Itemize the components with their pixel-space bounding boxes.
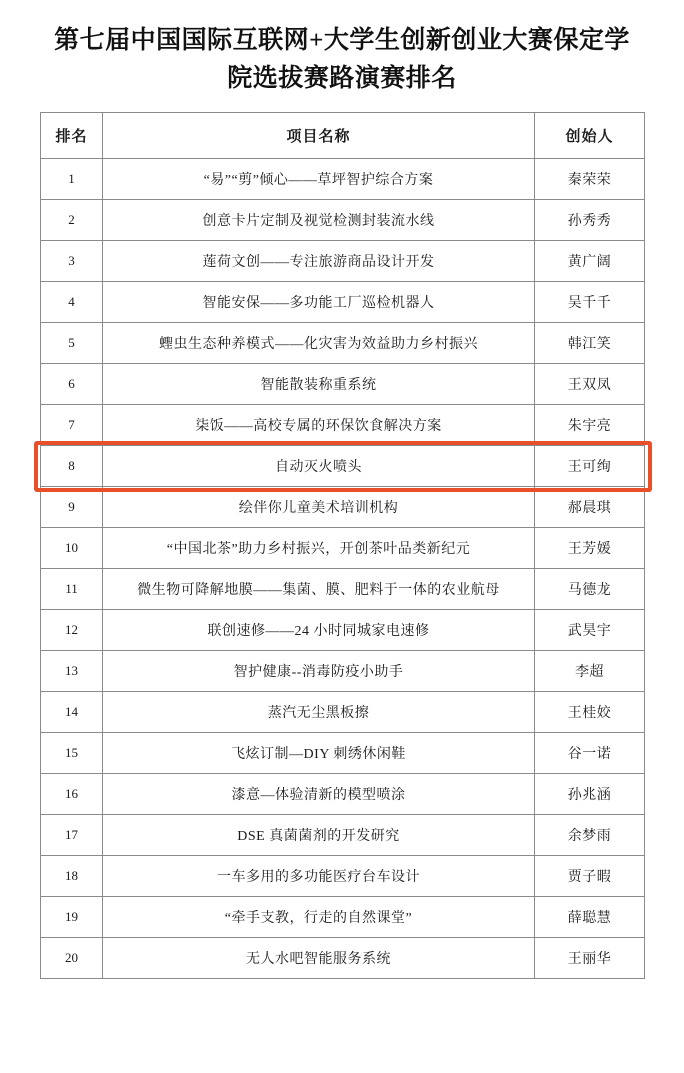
cell-founder: 李超	[535, 651, 645, 692]
cell-founder: 郝晨琪	[535, 487, 645, 528]
page-title: 第七届中国国际互联网+大学生创新创业大赛保定学院选拔赛路演赛排名	[54, 27, 630, 92]
cell-founder: 孙秀秀	[535, 200, 645, 241]
table-row	[41, 323, 645, 364]
cell-founder: 王芳媛	[535, 528, 645, 569]
cell-project-name: 无人水吧智能服务系统	[103, 938, 535, 979]
table-row	[41, 651, 645, 692]
cell-rank: 5	[41, 323, 103, 364]
cell-project-name: 飞炫订制—DIY 刺绣休闲鞋	[103, 733, 535, 774]
cell-founder: 王双凤	[535, 364, 645, 405]
cell-founder: 孙兆涵	[535, 774, 645, 815]
cell-rank: 13	[41, 651, 103, 692]
cell-project-name: 蒸汽无尘黑板擦	[103, 692, 535, 733]
column-header-project-name: 项目名称	[103, 113, 535, 159]
cell-project-name: 漆意—体验清新的模型喷涂	[103, 774, 535, 815]
cell-project-name: “易”“剪”倾心——草坪智护综合方案	[103, 159, 535, 200]
table-row	[41, 405, 645, 446]
cell-founder: 王丽华	[535, 938, 645, 979]
table-head	[41, 113, 645, 159]
column-header-rank: 排名	[41, 113, 103, 159]
cell-founder: 余梦雨	[535, 815, 645, 856]
ranking-table	[40, 112, 645, 979]
cell-founder: 吴千千	[535, 282, 645, 323]
table-row	[41, 528, 645, 569]
cell-founder: 秦荣荣	[535, 159, 645, 200]
cell-rank: 15	[41, 733, 103, 774]
cell-rank: 4	[41, 282, 103, 323]
ranking-table-wrapper	[40, 112, 644, 979]
cell-rank: 8	[41, 446, 103, 487]
table-row	[41, 569, 645, 610]
cell-founder: 贾子暇	[535, 856, 645, 897]
cell-project-name: 自动灭火喷头	[103, 446, 535, 487]
cell-project-name: 联创速修——24 小时同城家电速修	[103, 610, 535, 651]
table-row	[41, 938, 645, 979]
cell-rank: 3	[41, 241, 103, 282]
cell-founder: 朱宇亮	[535, 405, 645, 446]
cell-rank: 14	[41, 692, 103, 733]
table-row	[41, 200, 645, 241]
cell-project-name: DSE 真菌菌剂的开发研究	[103, 815, 535, 856]
cell-founder: 武昊宇	[535, 610, 645, 651]
cell-rank: 2	[41, 200, 103, 241]
cell-rank: 6	[41, 364, 103, 405]
cell-project-name: 柒饭——高校专属的环保饮食解决方案	[103, 405, 535, 446]
table-row	[41, 733, 645, 774]
cell-rank: 11	[41, 569, 103, 610]
cell-project-name: 蟶虫生态种养模式——化灾害为效益助力乡村振兴	[103, 323, 535, 364]
cell-project-name: “牵手支教，行走的自然课堂”	[103, 897, 535, 938]
cell-founder: 薛聪慧	[535, 897, 645, 938]
cell-founder: 谷一诺	[535, 733, 645, 774]
table-row	[41, 610, 645, 651]
table-row	[41, 897, 645, 938]
table-row	[41, 856, 645, 897]
cell-project-name: 智护健康--消毒防疫小助手	[103, 651, 535, 692]
cell-founder: 王桂姣	[535, 692, 645, 733]
cell-rank: 9	[41, 487, 103, 528]
cell-project-name: “中国北茶”助力乡村振兴，开创茶叶品类新纪元	[103, 528, 535, 569]
column-header-founder: 创始人	[535, 113, 645, 159]
cell-project-name: 微生物可降解地膜——集菌、膜、肥料于一体的农业航母	[103, 569, 535, 610]
cell-project-name: 一车多用的多功能医疗台车设计	[103, 856, 535, 897]
cell-rank: 19	[41, 897, 103, 938]
cell-project-name: 绘伴你儿童美术培训机构	[103, 487, 535, 528]
table-row	[41, 692, 645, 733]
cell-rank: 1	[41, 159, 103, 200]
table-body	[41, 159, 645, 979]
table-row	[41, 815, 645, 856]
cell-rank: 18	[41, 856, 103, 897]
cell-rank: 20	[41, 938, 103, 979]
cell-rank: 17	[41, 815, 103, 856]
table-row	[41, 364, 645, 405]
cell-project-name: 智能安保——多功能工厂巡检机器人	[103, 282, 535, 323]
cell-founder: 韩江笑	[535, 323, 645, 364]
cell-rank: 7	[41, 405, 103, 446]
cell-founder: 黄广阔	[535, 241, 645, 282]
table-row	[41, 446, 645, 487]
cell-project-name: 智能散装称重系统	[103, 364, 535, 405]
cell-founder: 马德龙	[535, 569, 645, 610]
cell-founder: 王可绚	[535, 446, 645, 487]
table-row	[41, 241, 645, 282]
cell-project-name: 创意卡片定制及视觉检测封装流水线	[103, 200, 535, 241]
table-row	[41, 159, 645, 200]
cell-rank: 12	[41, 610, 103, 651]
table-row	[41, 282, 645, 323]
cell-rank: 16	[41, 774, 103, 815]
cell-rank: 10	[41, 528, 103, 569]
cell-project-name: 莲荷文创——专注旅游商品设计开发	[103, 241, 535, 282]
table-row	[41, 487, 645, 528]
table-header-row	[41, 113, 645, 159]
table-row	[41, 774, 645, 815]
